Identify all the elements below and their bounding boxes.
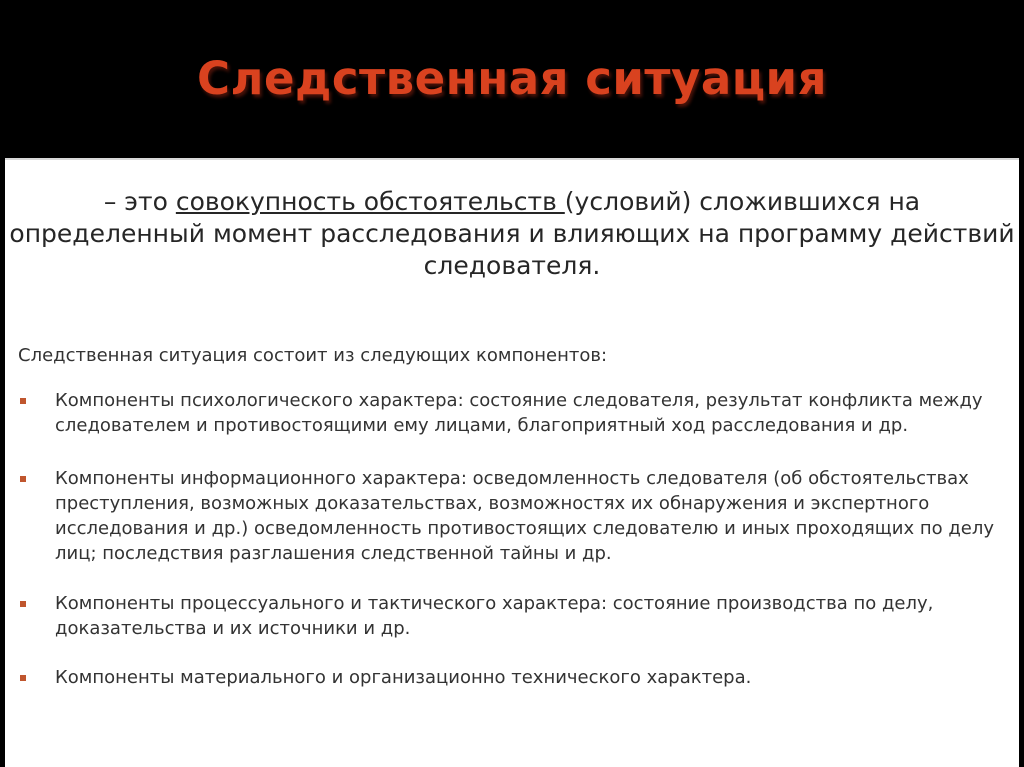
- definition-text: [5, 186, 1019, 282]
- content-area: [5, 158, 1019, 767]
- square-bullet-icon: [20, 398, 26, 404]
- list-item-text: Компоненты процессуального и тактического характера: состояние производства по делу, доказательства и их источники и др.: [55, 593, 934, 639]
- list-item: [18, 665, 1008, 690]
- definition-prefix: – это: [103, 187, 176, 216]
- components-list: [18, 388, 1008, 690]
- definition-rest: (условий) сложившихся на определенный момент расследования и влияющих на программу действий следователя.: [9, 187, 1015, 280]
- list-item-text: Компоненты психологического характера: состояние следователя, результат конфликта между следователем и противостоящими ему лицами, благоприятный ход расследования и др.: [55, 390, 983, 436]
- slide-title: Следственная ситуация: [197, 52, 827, 105]
- square-bullet-icon: [20, 601, 26, 607]
- list-item: [18, 591, 1008, 641]
- list-item: [18, 466, 1008, 566]
- square-bullet-icon: [20, 675, 26, 681]
- title-band: [0, 0, 1024, 158]
- definition-underlined-term: совокупность обстоятельств: [175, 187, 565, 216]
- list-item: [18, 388, 1008, 438]
- list-item-text: Компоненты информационного характера: осведомленность следователя (об обстоятельствах преступления, возможных доказательствах, возможностях их обнаружения и экспертного исследования и др.) осведомленность противостоящих следователю и иных проходящих по делу лиц; последствия разглашения следственной тайны и др.: [55, 468, 995, 564]
- components-intro: Следственная ситуация состоит из следующих компонентов:: [18, 345, 608, 366]
- list-item-text: Компоненты материального и организационно технического характера.: [55, 667, 752, 688]
- square-bullet-icon: [20, 476, 26, 482]
